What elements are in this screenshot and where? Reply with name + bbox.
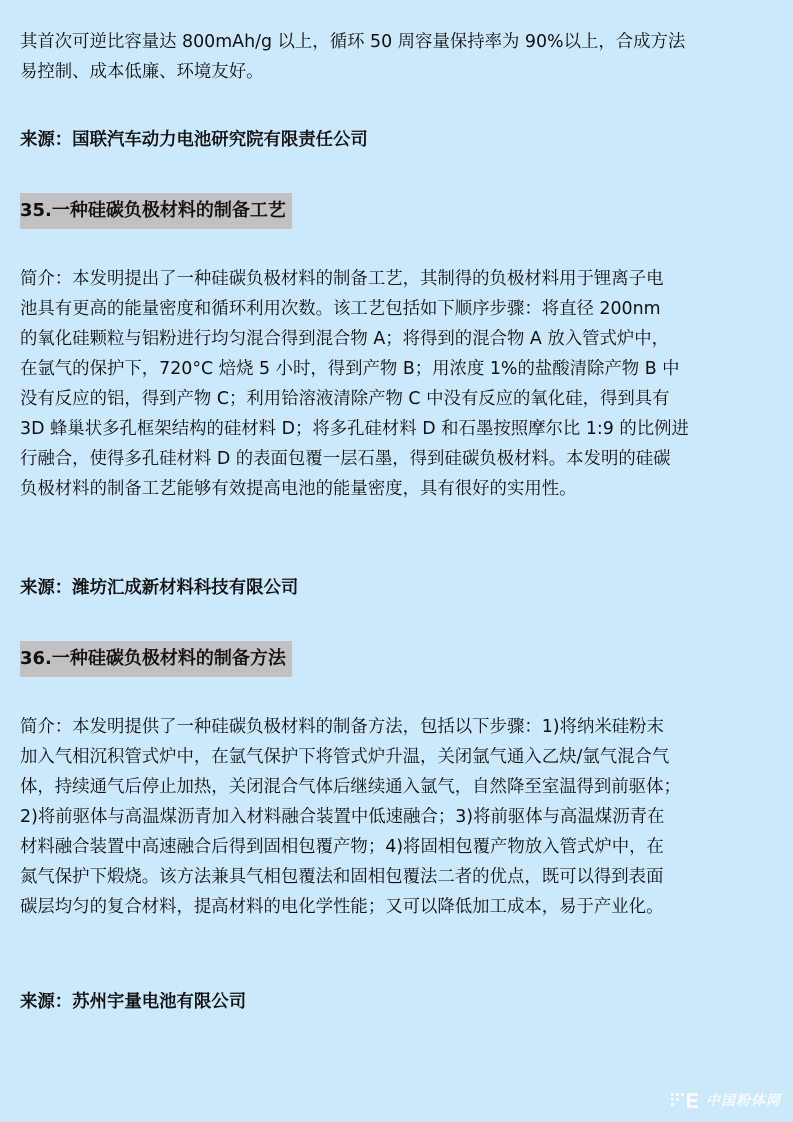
source-line-36 <box>20 987 780 1017</box>
paragraph-line: 碳层均匀的复合材料，提高材料的电化学性能；又可以降低加工成本，易于产业化。 <box>20 897 664 917</box>
logo-icon <box>670 1091 700 1109</box>
paragraph-line: 氮气保护下煅烧。该方法兼具气相包覆法和固相包覆法二者的优点，既可以得到表面 <box>20 867 664 887</box>
summary-paragraph-36 <box>20 712 780 922</box>
paragraph-line: 简介：本发明提出了一种硅碳负极材料的制备工艺，其制得的负极材料用于锂离子电 <box>20 269 664 289</box>
source-text: 来源：潍坊汇成新材料科技有限公司 <box>20 578 299 598</box>
source-line <box>20 125 780 155</box>
paragraph-line: 的氧化硅颗粒与铝粉进行均匀混合得到混合物 A；将得到的混合物 A 放入管式炉中， <box>20 329 670 349</box>
paragraph-line: 3D 蜂巢状多孔框架结构的硅材料 D；将多孔硅材料 D 和石墨按照摩尔比 1:9 的比例进 <box>20 419 689 439</box>
paragraph-line: 没有反应的铝，得到产物 C；利用铪溶液清除产物 C 中没有反应的氧化硅，得到具有 <box>20 389 670 409</box>
section-title: 36.一种硅碳负极材料的制备方法 <box>20 648 286 669</box>
paragraph-line: 其首次可逆比容量达 800mAh/g 以上，循环 50 周容量保持率为 90%以上，合成方法 <box>20 32 686 52</box>
paragraph-line: 在氩气的保护下，720°C 焙烧 5 小时，得到产物 B；用浓度 1%的盐酸清除产物 B 中 <box>20 359 680 379</box>
paragraph-line: 池具有更高的能量密度和循环利用次数。该工艺包括如下顺序步骤：将直径 200nm <box>20 299 661 319</box>
source-text: 来源：苏州宇量电池有限公司 <box>20 992 247 1012</box>
paragraph-line: 简介：本发明提供了一种硅碳负极材料的制备方法，包括以下步骤：1)将纳米硅粉末 <box>20 717 664 737</box>
section-title: 35.一种硅碳负极材料的制备工艺 <box>20 200 286 221</box>
paragraph-line: 负极材料的制备工艺能够有效提高电池的能量密度，具有很好的实用性。 <box>20 479 577 499</box>
paragraph-line: 易控制、成本低廉、环境友好。 <box>20 62 264 82</box>
watermark-text: 中国粉体网 <box>706 1093 781 1109</box>
paragraph-line: 加入气相沉积管式炉中，在氩气保护下将管式炉升温，关闭氩气通入乙炔/氩气混合气 <box>20 747 670 767</box>
paragraph-line: 材料融合装置中高速融合后得到固相包覆产物；4)将固相包覆产物放入管式炉中，在 <box>20 837 664 857</box>
source-text: 来源：国联汽车动力电池研究院有限责任公司 <box>20 130 368 150</box>
paragraph-line: 2)将前驱体与高温煤沥青加入材料融合装置中低速融合；3)将前驱体与高温煤沥青在 <box>20 807 665 827</box>
intro-paragraph <box>20 27 780 87</box>
section-heading-36 <box>20 641 292 677</box>
source-line-35 <box>20 573 780 603</box>
summary-paragraph-35 <box>20 264 780 504</box>
section-heading-35 <box>20 193 292 229</box>
watermark <box>670 1090 781 1110</box>
paragraph-line: 行融合，使得多孔硅材料 D 的表面包覆一层石墨，得到硅碳负极材料。本发明的硅碳 <box>20 449 671 469</box>
paragraph-line: 体，持续通气后停止加热，关闭混合气体后继续通入氩气，自然降至室温得到前驱体； <box>20 777 681 797</box>
